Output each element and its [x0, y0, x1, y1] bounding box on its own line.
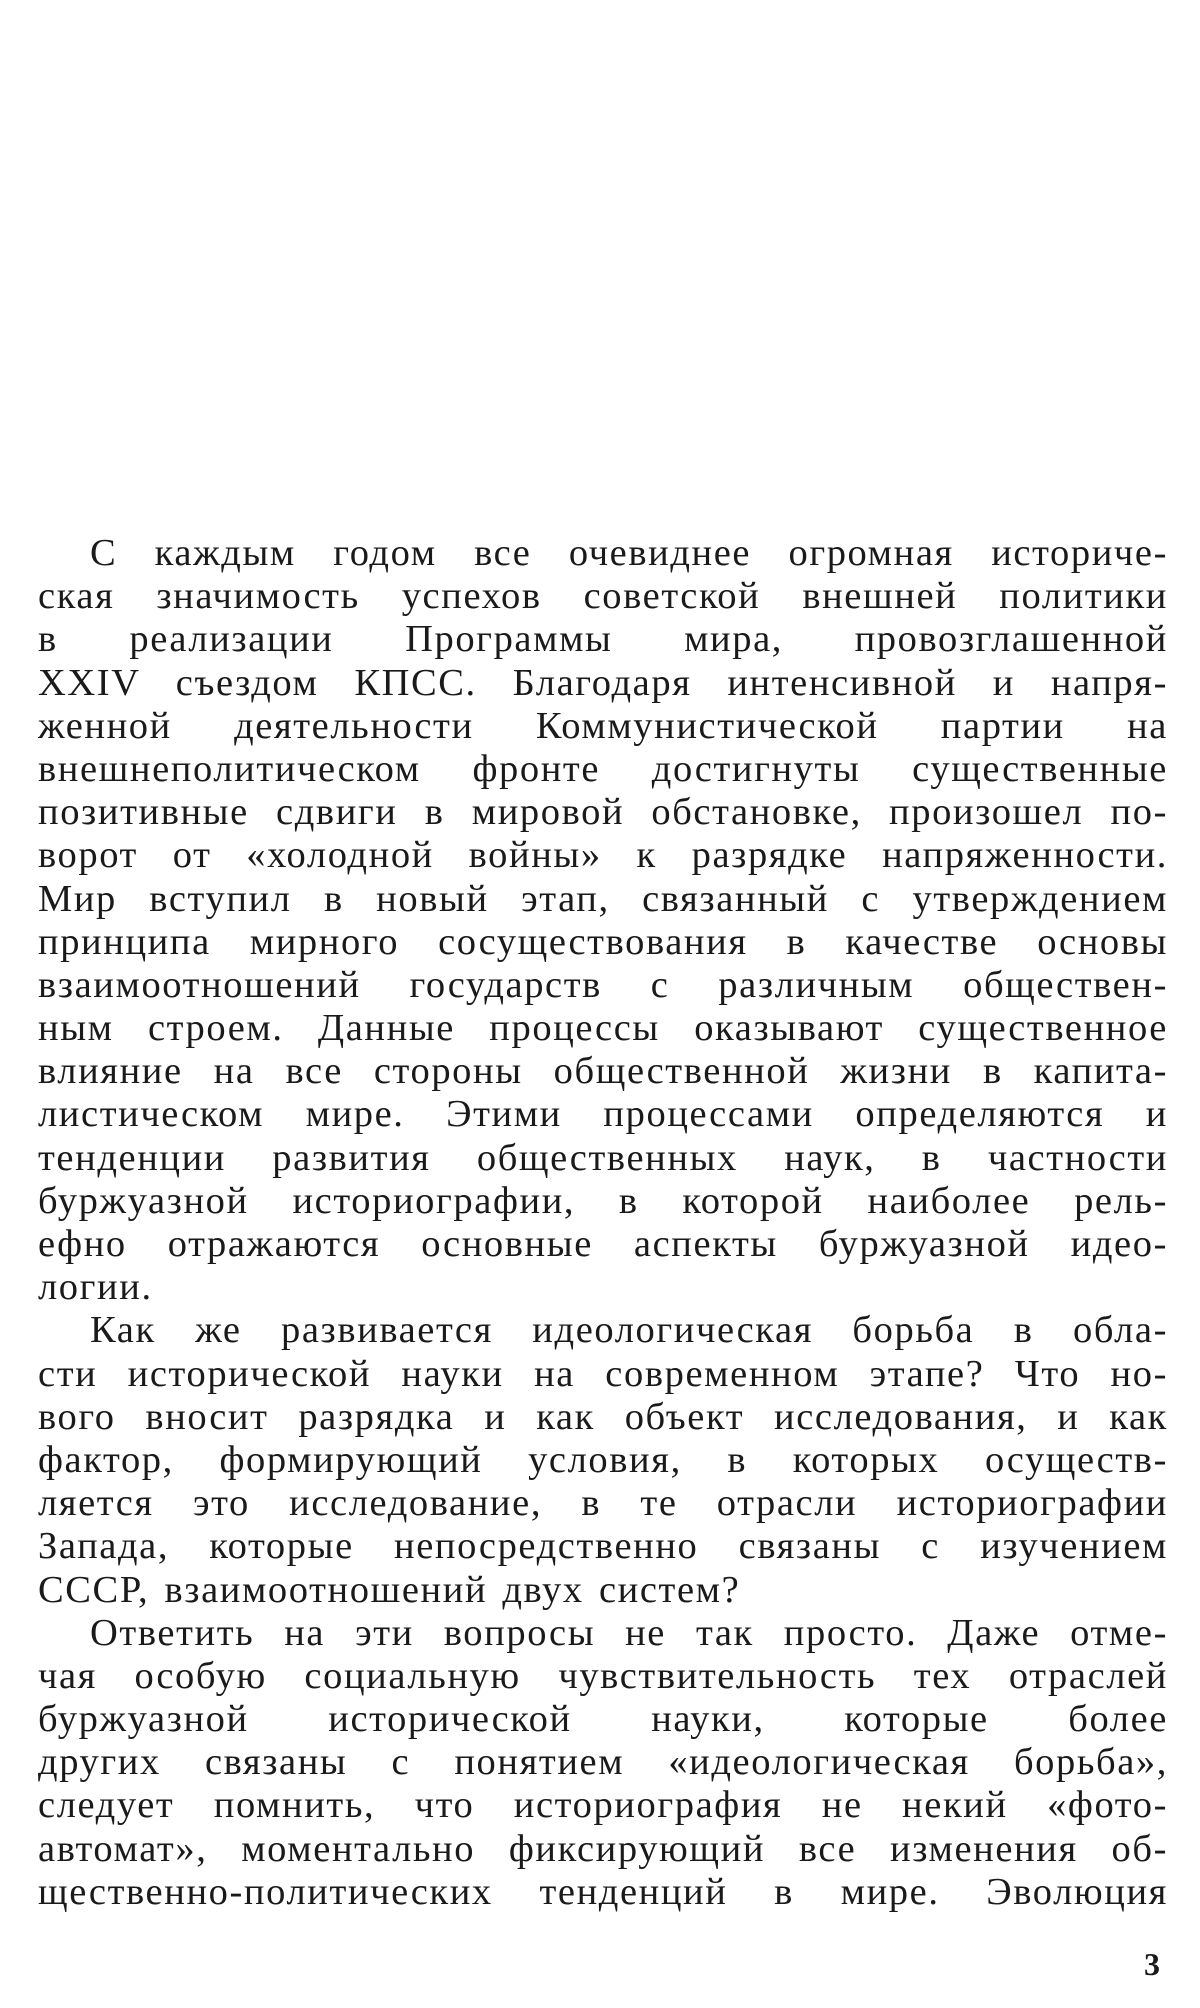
- text-line: Как же развивается идеологическая борьба в обла-: [90, 1309, 1168, 1352]
- text-line: логии.: [38, 1266, 153, 1309]
- text-line: позитивные сдвиги в мировой обстановке, произошел по-: [38, 791, 1168, 834]
- text-line: буржуазной историографии, в которой наиболее рель-: [38, 1179, 1168, 1222]
- text-line: чая особую социальную чувствительность тех отраслей: [38, 1654, 1168, 1697]
- text-line: автомат», моментально фиксирующий все изменения об-: [38, 1827, 1168, 1870]
- paragraph-2: [38, 1309, 1168, 1611]
- text-line: ефно отражаются основные аспекты буржуазной идео-: [38, 1223, 1168, 1265]
- text-line: принципа мирного сосуществования в качестве основы: [38, 920, 1168, 963]
- text-line: ская значимость успехов советской внешней политики: [38, 575, 1168, 618]
- text-line: фактор, формирующий условия, в которых осуществ-: [38, 1438, 1168, 1481]
- text-line: влияние на все стороны общественной жизни в капита-: [38, 1050, 1168, 1093]
- text-line: щественно-политических тенденций в мире. Эволюция: [38, 1870, 1168, 1913]
- text-line: сти исторической науки на современном этапе? Что но-: [38, 1352, 1168, 1395]
- text-line: внешнеполитическом фронте достигнуты существенные: [38, 747, 1168, 790]
- text-line: Ответить на эти вопросы не так просто. Даже отме-: [90, 1611, 1168, 1654]
- text-line: женной деятельности Коммунистической партии на: [38, 704, 1168, 747]
- body-text: [38, 532, 1168, 1914]
- text-line: листическом мире. Этими процессами определяются и: [38, 1093, 1168, 1136]
- paragraph-3: [38, 1612, 1168, 1914]
- text-line: XXIV съездом КПСС. Благодаря интенсивной и напря-: [38, 661, 1168, 704]
- text-line: вого вносит разрядка и как объект исследования, и как: [38, 1395, 1168, 1438]
- text-line: Запада, которые непосредственно связаны с изучением: [38, 1525, 1168, 1568]
- text-line: ворот от «холодной войны» к разрядке напряженности.: [38, 834, 1168, 877]
- paragraph-1: [38, 532, 1168, 1309]
- text-line: Мир вступил в новый этап, связанный с утверждением: [38, 877, 1168, 920]
- page-number: 3: [1144, 1946, 1160, 1982]
- text-line: следует помнить, что историография не некий «фото-: [38, 1784, 1168, 1827]
- text-line: СССР, взаимоотношений двух систем?: [38, 1568, 741, 1611]
- text-line: тенденции развития общественных наук, в частности: [38, 1136, 1168, 1179]
- text-line: ляется это исследование, в те отрасли историографии: [38, 1482, 1168, 1525]
- text-line: других связаны с понятием «идеологическая борьба»,: [38, 1741, 1168, 1784]
- text-line: взаимоотношений государств с различным обществен-: [38, 963, 1168, 1006]
- text-line: в реализации Программы мира, провозглашенной: [38, 618, 1168, 661]
- text-line: С каждым годом все очевиднее огромная историче-: [90, 532, 1168, 574]
- text-line: ным строем. Данные процессы оказывают существенное: [38, 1007, 1168, 1050]
- text-line: буржуазной исторической науки, которые более: [38, 1698, 1168, 1741]
